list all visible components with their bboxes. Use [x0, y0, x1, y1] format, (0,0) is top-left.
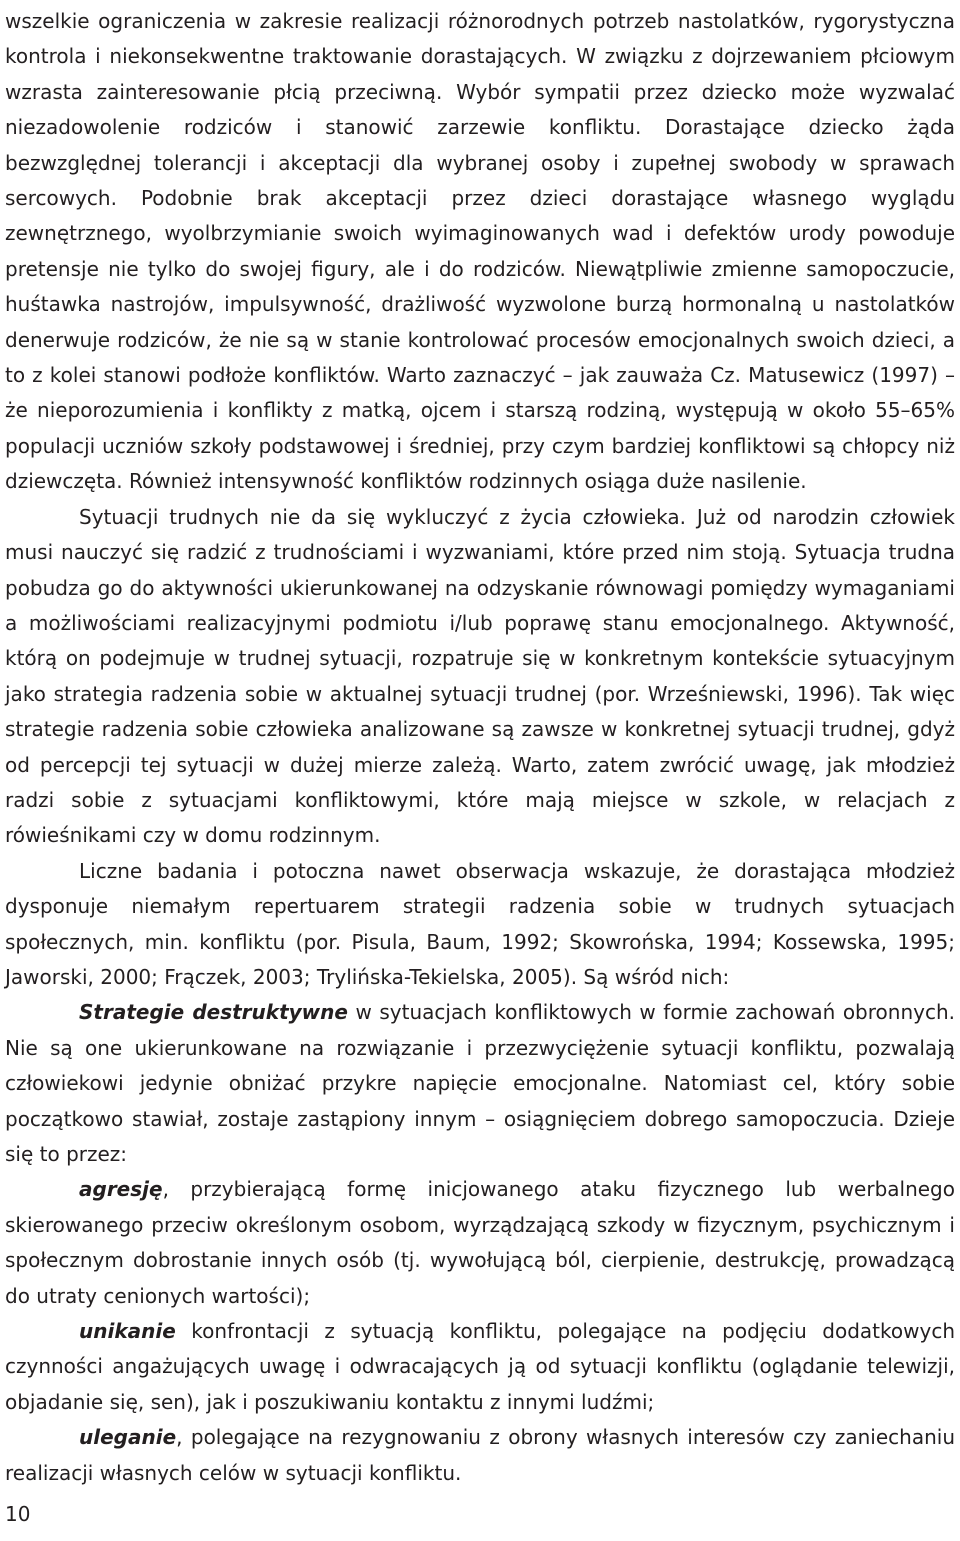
- term-description: , polegające na rezygnowaniu z obrony własnych interesów czy zaniechaniu realizacji własnych celów w sytuacji konfliktu.: [5, 1425, 955, 1485]
- term-aggression: agresję: [79, 1177, 163, 1202]
- term-avoidance: unikanie: [79, 1319, 176, 1344]
- term-submission: uleganie: [79, 1425, 177, 1450]
- paragraph: wszelkie ograniczenia w zakresie realizacji różnorodnych potrzeb nastolatków, rygorystyczna kontrola i niekonsekwentne traktowanie dorastających. W związku z dojrzewaniem płciowym wzrasta zainteresowanie płcią przeciwną. Wybór sympatii przez dziecko może wyzwalać niezadowolenie rodziców i stanowić zarzewie konfliktu. Dorastające dziecko żąda bezwzględnej tolerancji i akceptacji dla wybranej osoby i zupełnej swobody w sprawach sercowych. Podobnie brak akceptacji przez dzieci dorastające własnego wyglądu zewnętrznego, wyolbrzymianie swoich wyimaginowanych wad i defektów urody powoduje pretensje nie tylko do swojej figury, ale i do rodziców. Niewątpliwie zmienne samopoczucie, huśtawka nastrojów, impulsywność, drażliwość wyzwolone burzą hormonalną u nastolatków denerwuje rodziców, że nie są w stanie kontrolować procesów emocjonalnych swoich dzieci, a to z kolei stanowi podłoże konfliktów. Warto zaznaczyć – jak zauważa Cz. Matusewicz (1997) – że nieporozumienia i konflikty z matką, ojcem i starszą rodziną, występują w około 55–65% populacji uczniów szkoły podstawowej i średniej, przy czym bardziej konfliktowi są chłopcy niż dziewczęta. Również intensywność konfliktów rodzinnych osiąga duże nasilenie.: [5, 9, 955, 494]
- list-item: [5, 1420, 955, 1491]
- term-description: konfrontacji z sytuacją konfliktu, polegające na podjęciu dodatkowych czynności angażujących uwagę i odwracających ją od sytuacji konfliktu (oglądanie telewizji, objadanie się, sen), jak i poszukiwaniu kontaktu z innymi ludźmi;: [5, 1319, 955, 1414]
- list-item: [5, 1314, 955, 1420]
- paragraph: Sytuacji trudnych nie da się wykluczyć z życia człowieka. Już od narodzin człowiek musi nauczyć się radzić z trudnościami i wyzwaniami, które przed nim stoją. Sytuacja trudna pobudza go do aktywności ukierunkowanej na odzyskanie równowagi pomiędzy wymaganiami a możliwościami realizacyjnymi podmiotu i/lub poprawę stanu emocjonalnego. Aktywność, którą on podejmuje w trudnej sytuacji, rozpatruje się w konkretnym kontekście sytuacyjnym jako strategia radzenia sobie w aktualnej sytuacji trudnej (por. Wrześniewski, 1996). Tak więc strategie radzenia sobie człowieka analizowane są zawsze w konkretnej sytuacji trudnej, gdyż od percepcji tej sytuacji w dużej mierze zależą. Warto, zatem zwrócić uwagę, jak młodzież radzi sobie z sytuacjami konfliktowymi, które mają miejsce w szkole, w relacjach z rówieśnikami czy w domu rodzinnym.: [5, 504, 955, 848]
- destructive-strategies-paragraph: [5, 995, 955, 1172]
- page-number: 10: [5, 1502, 31, 1526]
- body-text: [5, 4, 955, 1491]
- list-item: [5, 1172, 955, 1314]
- paragraph: Liczne badania i potoczna nawet obserwacja wskazuje, że dorastająca młodzież dysponuje niemałym repertuarem strategii radzenia sobie w trudnych sytuacjach społecznych, min. konfliktu (por. Pisula, Baum, 1992; Skowrońska, 1994; Kossewska, 1995; Jaworski, 2000; Frączek, 2003; Trylińska-Tekielska, 2005). Są wśród nich:: [5, 858, 955, 989]
- term-description: , przybierającą formę inicjowanego ataku fizycznego lub werbalnego skierowanego przeciw określonym osobom, wyrządzającą szkody w fizycznym, psychicznym i społecznym dobrostanie innych osób (tj. wywołującą ból, cierpienie, destrukcję, prowadzącą do utraty cenionych wartości);: [5, 1177, 955, 1308]
- term-destructive-strategies: Strategie destruktywne: [79, 1000, 348, 1025]
- term-description: w sytuacjach konfliktowych w formie zachowań obronnych. Nie są one ukierunkowane na rozwiązanie i przezwyciężenie sytuacji konfliktu, pozwalają człowiekowi jedynie obniżać przykre napięcie emocjonalne. Natomiast cel, który sobie początkowo stawiał, zostaje zastąpiony innym – osiągnięciem dobrego samopoczucia. Dzieje się to przez:: [5, 1000, 955, 1166]
